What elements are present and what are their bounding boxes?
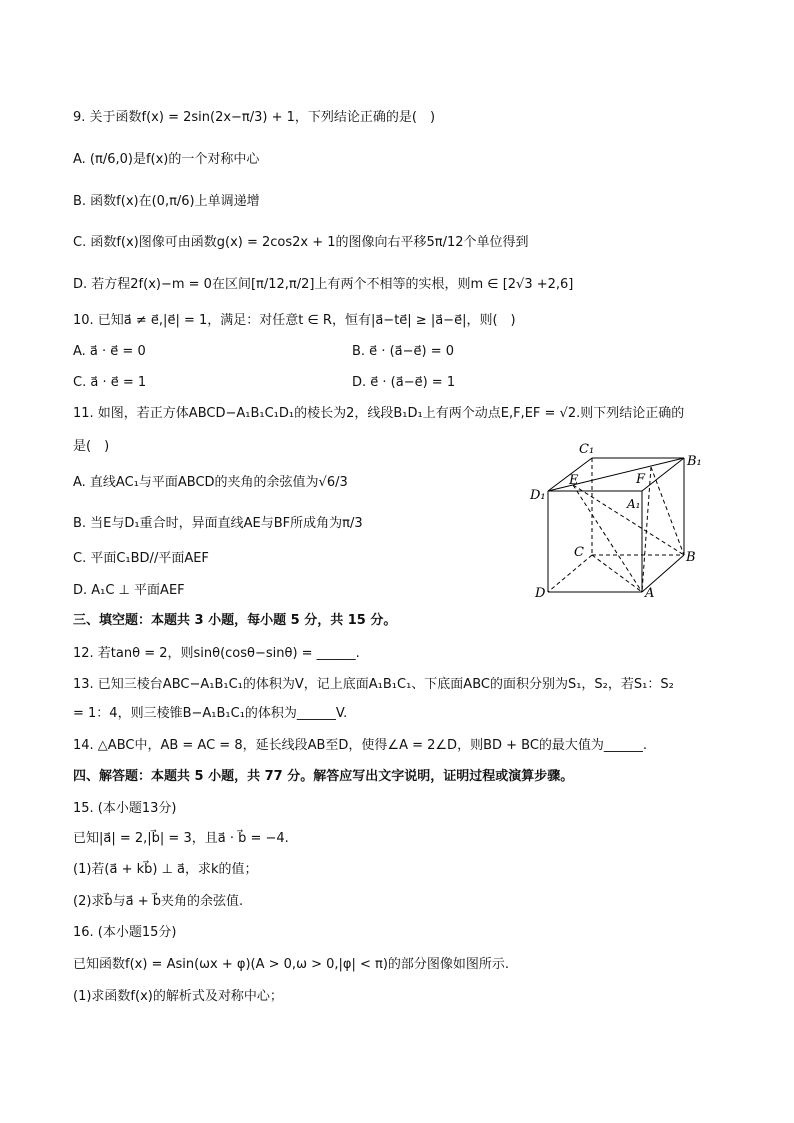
label-c1: C₁: [579, 442, 595, 457]
q15-part1: (1)若(a⃗ + kb⃗) ⊥ a⃗，求k的值；: [73, 862, 258, 877]
q10-option-a: A. a⃗ · e⃗ = 0: [73, 344, 146, 359]
q11-option-c: C. 平面C₁BD//平面AEF: [73, 551, 209, 566]
q14: 14. △ABC中，AB = AC = 8，延长线段AB至D，使得∠A = 2∠D，则BD + BC的最大值为______.: [73, 738, 648, 753]
label-a1: A₁: [627, 497, 641, 511]
q12: 12. 若tanθ = 2，则sinθ(cosθ−sinθ) = ______.: [73, 646, 360, 661]
label-c: C: [574, 545, 584, 560]
q10-option-c: C. a⃗ · e⃗ = 1: [73, 375, 147, 390]
label-d: D: [535, 586, 546, 601]
label-d1: D₁: [530, 488, 546, 503]
q16-header: 16. (本小题15分): [73, 925, 177, 940]
cube-figure: [525, 438, 715, 603]
q11-option-a: A. 直线AC₁与平面ABCD的夹角的余弦值为√6/3: [73, 475, 348, 490]
q9-stem: 9. 关于函数f(x) = 2sin(2x−π/3) + 1，下列结论正确的是( ): [73, 110, 436, 125]
q13-line1: 13. 已知三棱台ABC−A₁B₁C₁的体积为V，记上底面A₁B₁C₁、下底面ABC的面积分别为S₁，S₂，若S₁：S₂: [73, 677, 674, 692]
q11-stem-line2: 是( ): [73, 439, 110, 454]
label-b1: B₁: [687, 454, 702, 469]
label-a: A: [645, 586, 655, 601]
q16-given: 已知函数f(x) = Asin(ωx + φ)(A > 0,ω > 0,|φ| < π)的部分图像如图所示.: [73, 957, 510, 972]
q10-option-d: D. e⃗ · (a⃗−e⃗) = 1: [352, 375, 456, 390]
q15-header: 15. (本小题13分): [73, 801, 177, 816]
section-3-heading: 三、填空题：本题共 3 小题，每小题 5 分，共 15 分。: [73, 613, 397, 628]
q11-stem-line1: 11. 如图，若正方体ABCD−A₁B₁C₁D₁的棱长为2，线段B₁D₁上有两个动点E,F,EF = √2.则下列结论正确的: [73, 406, 685, 421]
q13-line2: = 1：4，则三棱锥B−A₁B₁C₁的体积为______V.: [73, 706, 348, 721]
label-e: E: [569, 473, 579, 488]
q16-part1: (1)求函数f(x)的解析式及对称中心；: [73, 989, 283, 1004]
q11-option-b: B. 当E与D₁重合时，异面直线AE与BF所成角为π/3: [73, 516, 363, 531]
q9-option-b: B. 函数f(x)在(0,π/6)上单调递增: [73, 194, 260, 209]
label-f: F: [636, 472, 646, 487]
q11-option-d: D. A₁C ⊥ 平面AEF: [73, 583, 185, 598]
label-b: B: [686, 550, 696, 565]
q10-option-b: B. e⃗ · (a⃗−e⃗) = 0: [352, 344, 455, 359]
q9-option-d: D. 若方程2f(x)−m = 0在区间[π/12,π/2]上有两个不相等的实根，则m ∈ [2√3 +2,6]: [73, 277, 574, 292]
q9-option-a: A. (π/6,0)是f(x)的一个对称中心: [73, 152, 260, 167]
q15-given: 已知|a⃗| = 2,|b⃗| = 3，且a⃗ · b⃗ = −4.: [73, 831, 289, 846]
q10-stem: 10. 已知a⃗ ≠ e⃗,|e⃗| = 1，满足：对任意t ∈ R，恒有|a⃗−te⃗| ≥ |a⃗−e⃗|，则( ): [73, 313, 516, 328]
q15-part2: (2)求b⃗与a⃗ + b⃗夹角的余弦值.: [73, 894, 244, 909]
section-4-heading: 四、解答题：本题共 5 小题，共 77 分。解答应写出文字说明，证明过程或演算步骤。: [73, 769, 574, 784]
q9-option-c: C. 函数f(x)图像可由函数g(x) = 2cos2x + 1的图像向右平移5π/12个单位得到: [73, 235, 529, 250]
